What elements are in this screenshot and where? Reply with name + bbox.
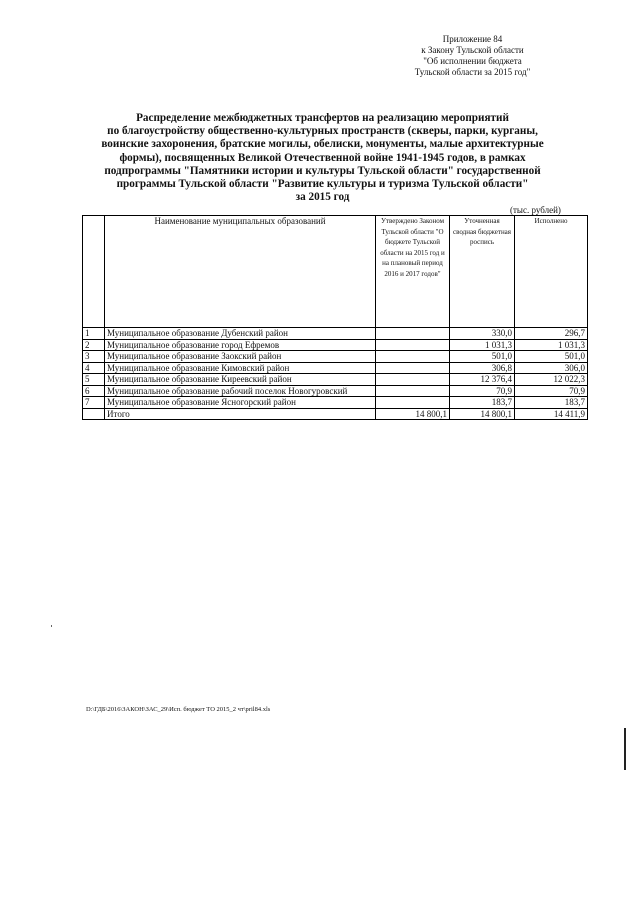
row-executed: 12 022,3 bbox=[515, 374, 588, 386]
table-total-row bbox=[83, 408, 588, 420]
row-index: 3 bbox=[83, 351, 105, 363]
table-header-row bbox=[83, 216, 588, 328]
row-name: Муниципальное образование рабочий поселок Новогуровский bbox=[105, 385, 376, 397]
title-line: подпрограммы "Памятники истории и культуры Тульской области" государственной bbox=[104, 164, 541, 177]
total-index bbox=[83, 408, 105, 420]
table-row bbox=[83, 339, 588, 351]
row-executed: 501,0 bbox=[515, 351, 588, 363]
row-refined: 1 031,3 bbox=[450, 339, 515, 351]
row-approved bbox=[376, 385, 450, 397]
table-row bbox=[83, 374, 588, 386]
row-name: Муниципальное образование Дубенский район bbox=[105, 328, 376, 340]
appendix-line: к Закону Тульской области bbox=[421, 45, 524, 55]
total-approved: 14 800,1 bbox=[376, 408, 450, 420]
table-row bbox=[83, 351, 588, 363]
row-index: 7 bbox=[83, 397, 105, 409]
row-approved bbox=[376, 339, 450, 351]
row-name: Муниципальное образование Киреевский район bbox=[105, 374, 376, 386]
scan-edge-mark bbox=[624, 728, 626, 770]
units-label: (тыс. рублей) bbox=[510, 205, 561, 215]
row-executed: 1 031,3 bbox=[515, 339, 588, 351]
header-name: Наименование муниципальных образований bbox=[105, 216, 376, 328]
row-index: 4 bbox=[83, 362, 105, 374]
row-refined: 12 376,4 bbox=[450, 374, 515, 386]
appendix-line: "Об исполнении бюджета bbox=[423, 56, 522, 66]
header-approved: Утверждено Законом Тульской области "О бюджете Тульской области на 2015 год и на плановый период 2016 и 2017 годов" bbox=[376, 216, 450, 328]
title-line: формы), посвященных Великой Отечественной войне 1941-1945 годов, в рамках bbox=[119, 151, 526, 164]
row-executed: 296,7 bbox=[515, 328, 588, 340]
transfers-table bbox=[82, 215, 588, 420]
row-refined: 501,0 bbox=[450, 351, 515, 363]
appendix-line: Тульской области за 2015 год" bbox=[414, 67, 531, 77]
row-name: Муниципальное образование город Ефремов bbox=[105, 339, 376, 351]
row-refined: 70,9 bbox=[450, 385, 515, 397]
table-row bbox=[83, 385, 588, 397]
title-line: по благоустройству общественно-культурных пространств (скверы, парки, курганы, bbox=[107, 125, 538, 138]
row-index: 2 bbox=[83, 339, 105, 351]
row-refined: 183,7 bbox=[450, 397, 515, 409]
title-line: программы Тульской области "Развитие культуры и туризма Тульской области" bbox=[116, 178, 529, 191]
row-name: Муниципальное образование Ясногорский район bbox=[105, 397, 376, 409]
row-name: Муниципальное образование Кимовский район bbox=[105, 362, 376, 374]
title-line: Распределение межбюджетных трансфертов на реализацию мероприятий bbox=[136, 112, 509, 124]
scan-mark bbox=[51, 625, 52, 627]
row-executed: 306,0 bbox=[515, 362, 588, 374]
row-index: 1 bbox=[83, 328, 105, 340]
table-row bbox=[83, 362, 588, 374]
row-approved bbox=[376, 351, 450, 363]
appendix-block bbox=[380, 34, 565, 78]
row-refined: 306,8 bbox=[450, 362, 515, 374]
header-executed: Исполнено bbox=[515, 216, 588, 328]
file-path-footer: D:\ГДБ\2016\ЗАКОН\ЗАС_29\Исп. бюджет ТО 2015_2 чт\pril84.xls bbox=[86, 706, 271, 713]
row-approved bbox=[376, 374, 450, 386]
row-approved bbox=[376, 328, 450, 340]
total-refined: 14 800,1 bbox=[450, 408, 515, 420]
row-executed: 183,7 bbox=[515, 397, 588, 409]
title-line: за 2015 год bbox=[295, 191, 350, 204]
table-row bbox=[83, 328, 588, 340]
table-row bbox=[83, 397, 588, 409]
row-index: 5 bbox=[83, 374, 105, 386]
row-executed: 70,9 bbox=[515, 385, 588, 397]
appendix-line: Приложение 84 bbox=[442, 34, 503, 44]
row-approved bbox=[376, 397, 450, 409]
document-title bbox=[80, 112, 565, 204]
row-index: 6 bbox=[83, 385, 105, 397]
total-executed: 14 411,9 bbox=[515, 408, 588, 420]
row-name: Муниципальное образование Заокский район bbox=[105, 351, 376, 363]
total-label: Итого bbox=[105, 408, 376, 420]
header-refined: Уточненная сводная бюджетная роспись bbox=[450, 216, 515, 328]
header-index bbox=[83, 216, 105, 328]
row-approved bbox=[376, 362, 450, 374]
row-refined: 330,0 bbox=[450, 328, 515, 340]
title-line: воинские захоронения, братские могилы, обелиски, монументы, малые архитектурные bbox=[101, 138, 544, 151]
